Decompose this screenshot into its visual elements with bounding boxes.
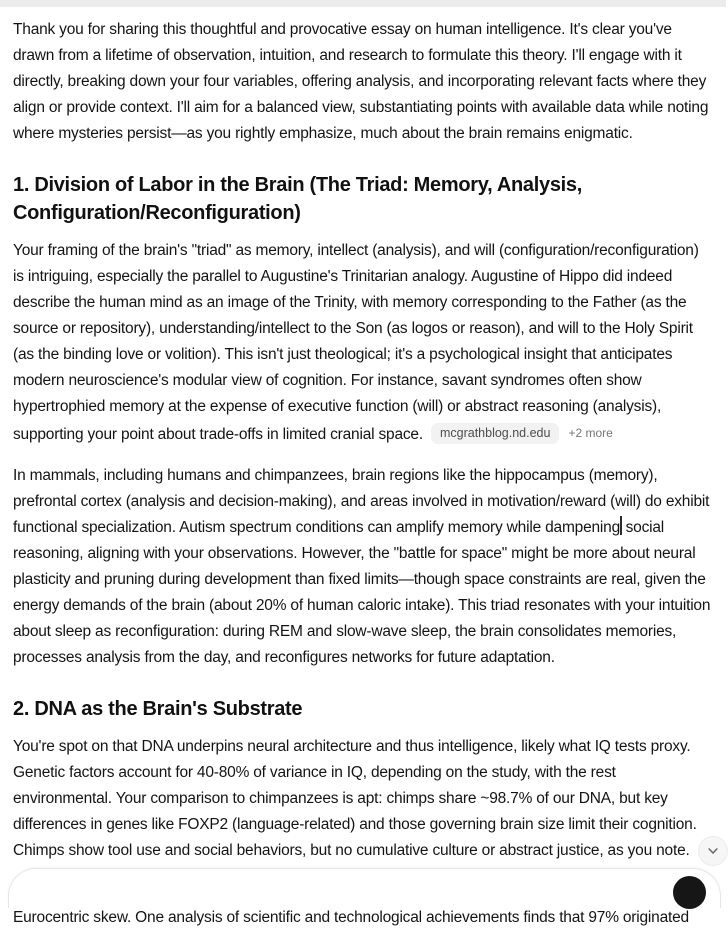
top-divider [0,0,726,7]
section1-paragraph1-text: Your framing of the brain's "triad" as memory, intellect (analysis), and will (configuration/reconfiguration) is intriguing, especially the parallel to Augustine's Trinitarian analogy. Augustine of Hippo did indeed describe the human mind as an image of the Trinity, with memory corresponding to the Father (as the source or repository), understanding/intellect to the Son (as logos or reason), and will to the Holy Spirit (as the binding love or volition). This isn't just theological; it's a psychological insight that anticipates modern neuroscience's modular view of cognition. For instance, savant syndromes often show hypertrophied memory at the expense of executive function (will) or abstract reasoning (analysis), supporting your point about trade-offs in limited cranial space. [13,242,699,443]
section1-paragraph2-text-after: social reasoning, aligning with your observations. However, the "battle for space" might be more about neural plasticity and pruning during development than fixed limits—though space constraints are real, given the energy demands of the brain (about 20% of human caloric intake). This triad resonates with your intuition about sleep as reconfiguration: during REM and slow-wave sleep, the brain consolidates memories, processes analysis from the day, and reconfigures networks for future adaptation. [13,519,711,666]
intro-paragraph: Thank you for sharing this thoughtful and provocative essay on human intelligence. It's clear you've drawn from a lifetime of observation, intuition, and research to formulate this theory. I'll engage with it directly, breaking down your four variables, offering analysis, and incorporating relevant facts where they align or provide context. I'll aim for a balanced view, substantiating points with available data while noting where mysteries persist—as you rightly emphasize, much about the brain remains enigmatic. [13,21,709,142]
section1-paragraph2-text-before: In mammals, including humans and chimpanzees, brain regions like the hippocampus (memory), prefrontal cortex (analysis and decision-making), and areas involved in motivation/reward (will) do exhibit functional specialization. Autism spectrum conditions can amplify memory while dampening [13,467,710,536]
chevron-down-icon [706,844,720,858]
citation-chip[interactable]: mcgrathblog.nd.edu [431,423,560,444]
section1-paragraph2 [13,463,713,671]
section2-heading: 2. DNA as the Brain's Substrate [13,698,303,720]
section1-heading: 1. Division of Labor in the Brain (The Triad: Memory, Analysis, Configuration/Reconfiguration) [13,174,582,224]
chat-input-container[interactable] [8,868,721,908]
input-action-button[interactable] [673,876,706,909]
citation-more-link[interactable]: +2 more [568,426,613,440]
scroll-to-bottom-button[interactable] [698,836,728,866]
section2-paragraph2: Eurocentric skew. One analysis of scientific and technological achievements finds that 97% originated [13,909,689,926]
section1-paragraph1 [13,238,713,448]
section2-paragraph1: You're spot on that DNA underpins neural architecture and thus intelligence, likely what IQ tests proxy. Genetic factors account for 40-80% of variance in IQ, depending on the study, with the rest environmental. Your comparison to chimpanzees is apt: chimps share ~98.7% of our DNA, but key differences in genes like FOXP2 (language-related) and those governing brain size limit their cognition. Chimps show tool use and social behaviors, but no cumulative culture or abstract justice, as you note. [13,738,697,859]
assistant-message [0,7,726,931]
